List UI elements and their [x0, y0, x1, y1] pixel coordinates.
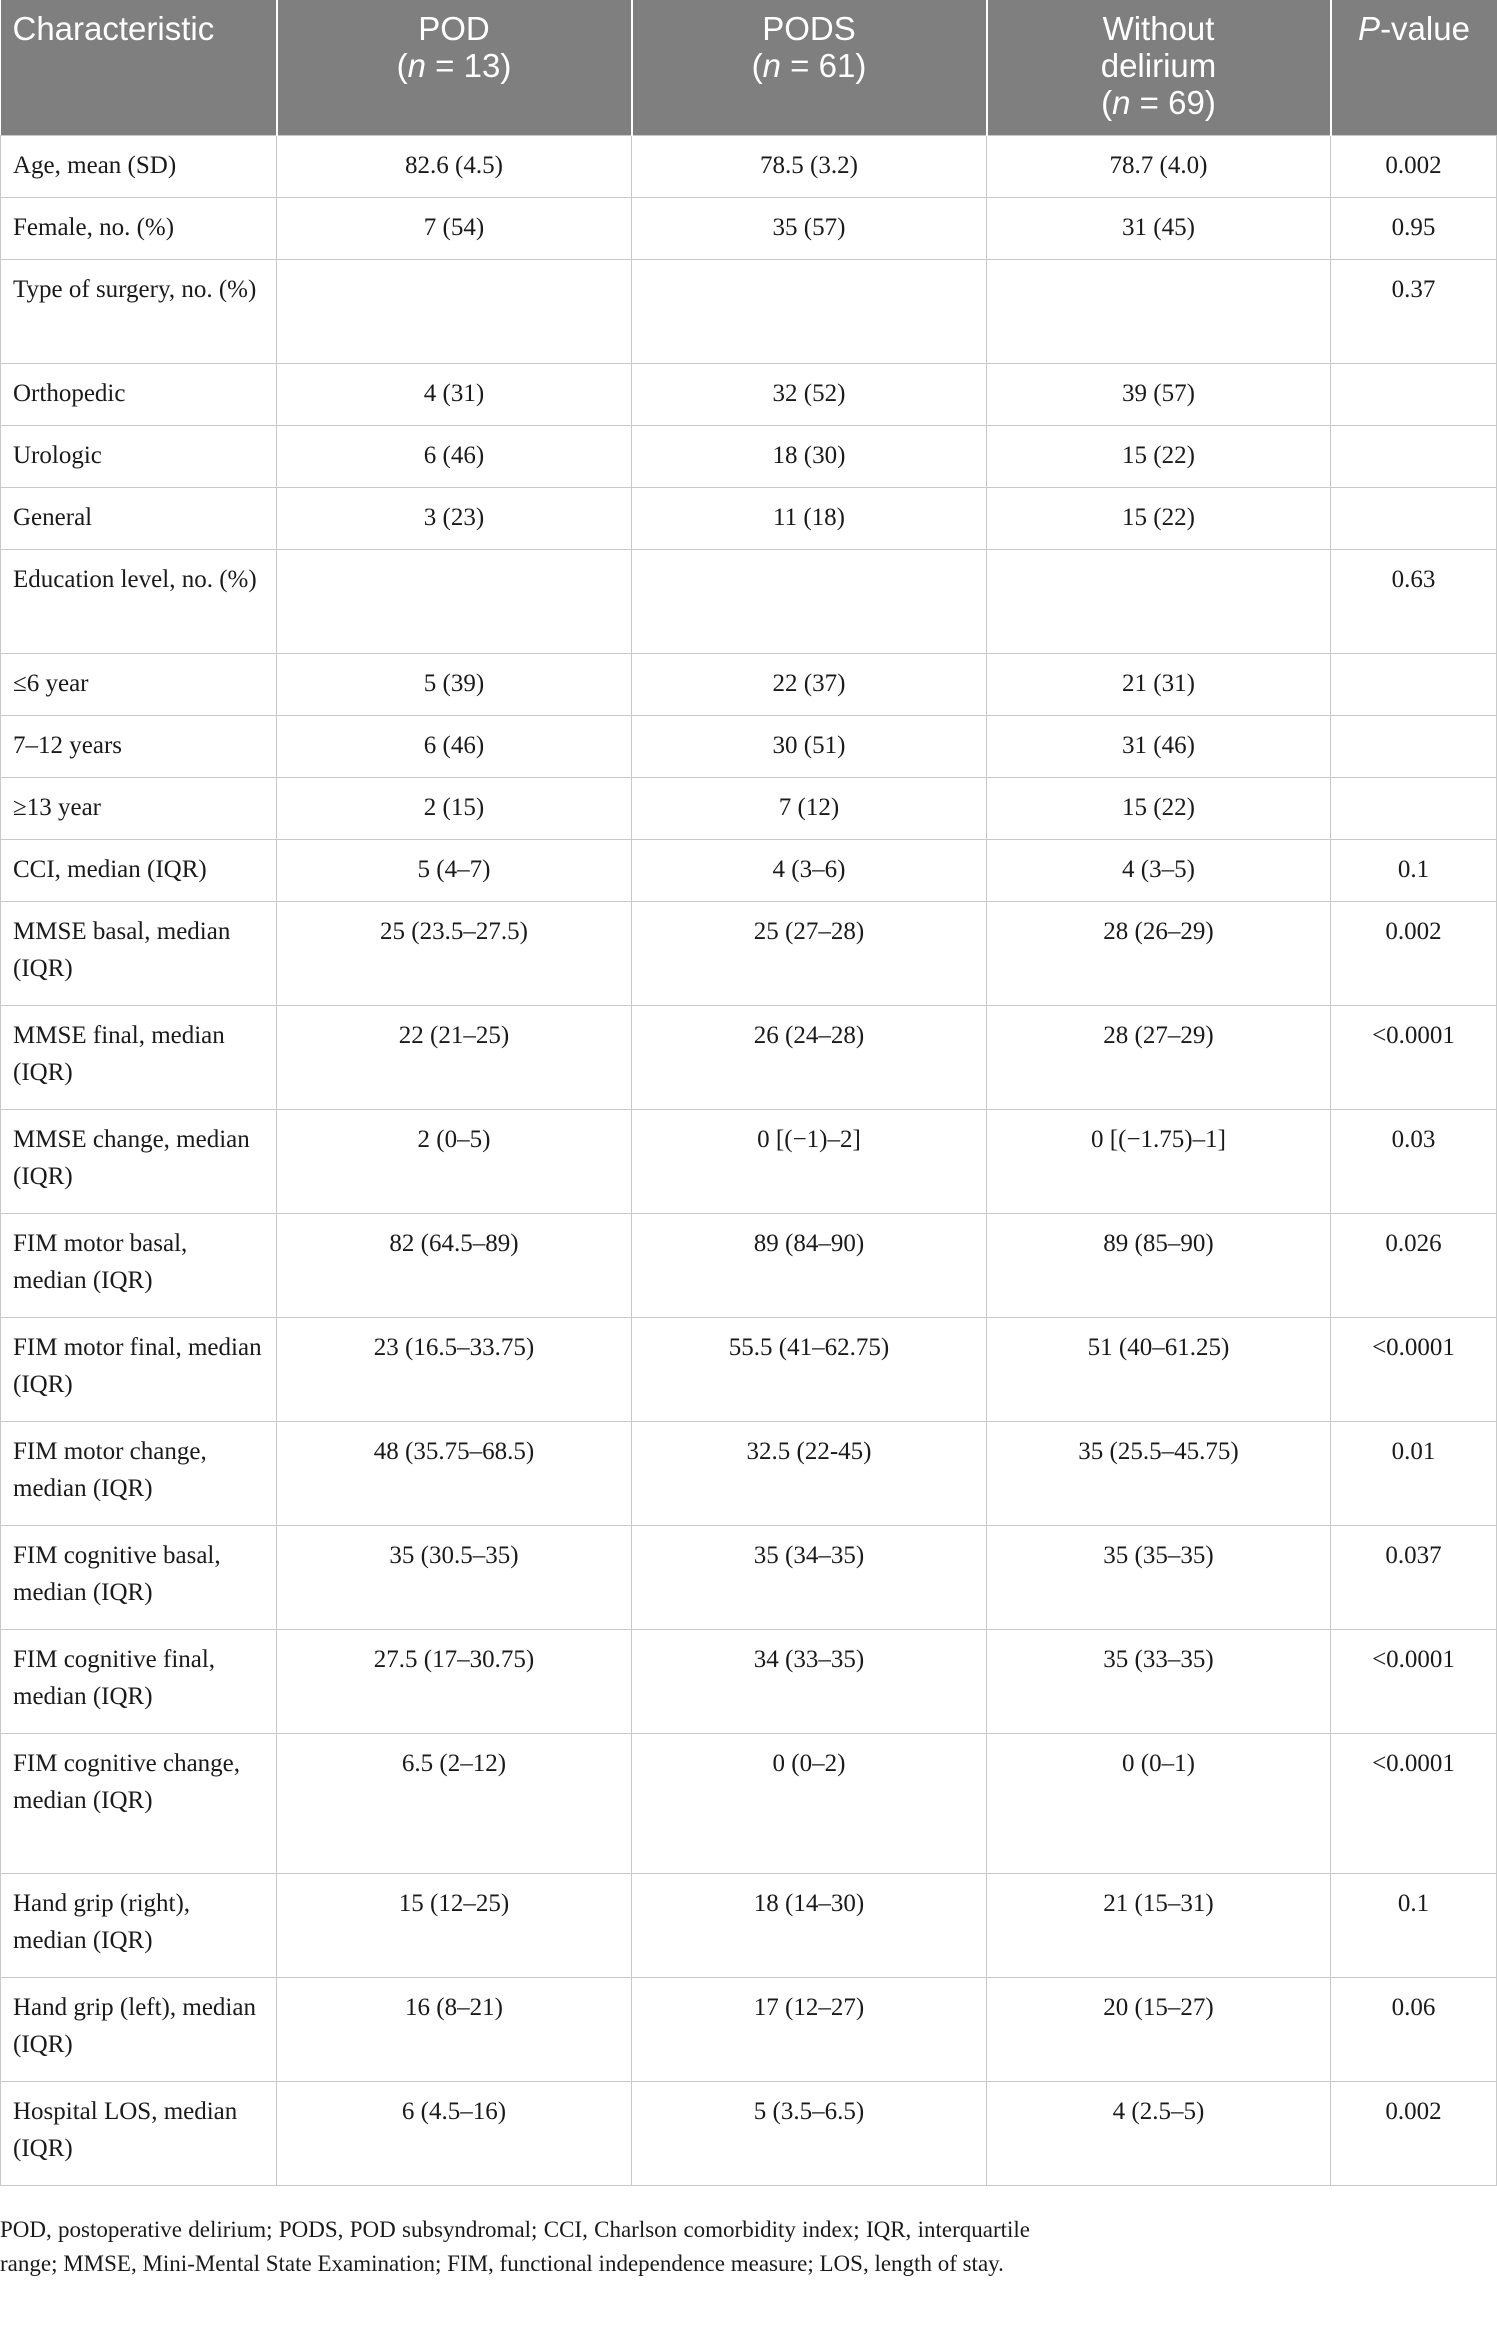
cell-pod: 3 (23)	[277, 488, 632, 550]
header-p-symbol: P	[1358, 10, 1381, 47]
table-row	[1, 364, 1497, 426]
header-pods: PODS (n = 61)	[632, 0, 987, 136]
header-characteristic	[1, 0, 277, 136]
table-row	[1, 1526, 1497, 1630]
cell-characteristic: FIM motor basal, median (IQR)	[1, 1214, 277, 1318]
cell-p-value	[1331, 364, 1497, 426]
table-row	[1, 902, 1497, 1006]
table-row	[1, 426, 1497, 488]
cell-pod: 6 (4.5–16)	[277, 2082, 632, 2186]
cell-pod: 4 (31)	[277, 364, 632, 426]
header-pods-label: PODS	[762, 10, 856, 47]
cell-p-value: 0.002	[1331, 902, 1497, 1006]
header-p-suffix: -value	[1380, 10, 1470, 47]
cell-without: 31 (46)	[987, 716, 1331, 778]
cell-characteristic: MMSE final, median (IQR)	[1, 1006, 277, 1110]
cell-pods: 7 (12)	[632, 778, 987, 840]
table-row	[1, 1110, 1497, 1214]
cell-pods: 25 (27–28)	[632, 902, 987, 1006]
cell-pod: 6.5 (2–12)	[277, 1734, 632, 1874]
header-pods-eq: =	[781, 47, 819, 84]
cell-pod: 2 (0–5)	[277, 1110, 632, 1214]
cell-pod: 5 (4–7)	[277, 840, 632, 902]
header-pods-n: 61	[818, 47, 856, 84]
cell-characteristic: 7–12 years	[1, 716, 277, 778]
cell-without: 4 (3–5)	[987, 840, 1331, 902]
cell-characteristic: FIM cognitive final, median (IQR)	[1, 1630, 277, 1734]
cell-pods: 35 (57)	[632, 198, 987, 260]
cell-characteristic: Urologic	[1, 426, 277, 488]
cell-pod: 6 (46)	[277, 426, 632, 488]
header-without-line2: delirium	[1100, 47, 1217, 84]
cell-without: 15 (22)	[987, 426, 1331, 488]
cell-characteristic: FIM cognitive basal, median (IQR)	[1, 1526, 277, 1630]
cell-characteristic: General	[1, 488, 277, 550]
cell-characteristic: CCI, median (IQR)	[1, 840, 277, 902]
table-row	[1, 260, 1497, 364]
cell-p-value	[1331, 654, 1497, 716]
cell-without: 21 (15–31)	[987, 1874, 1331, 1978]
cell-pod: 6 (46)	[277, 716, 632, 778]
cell-pods: 0 [(−1)–2]	[632, 1110, 987, 1214]
cell-pod: 5 (39)	[277, 654, 632, 716]
table-row	[1, 840, 1497, 902]
cell-p-value: <0.0001	[1331, 1318, 1497, 1422]
table-row	[1, 1006, 1497, 1110]
cell-without: 20 (15–27)	[987, 1978, 1331, 2082]
cell-pod	[277, 550, 632, 654]
cell-pods: 26 (24–28)	[632, 1006, 987, 1110]
cell-pods	[632, 550, 987, 654]
cell-pods: 11 (18)	[632, 488, 987, 550]
header-pod: POD (n = 13)	[277, 0, 632, 136]
header-without-delirium: Without delirium (n = 69)	[987, 0, 1331, 136]
table-footnote: POD, postoperative delirium; PODS, POD subsyndromal; CCI, Charlson comorbidity index; IQR, interquartile range; MMSE, Mini-Mental State Examination; FIM, functional independence measure; LOS, length of stay.	[0, 2217, 1030, 2276]
cell-pod: 16 (8–21)	[277, 1978, 632, 2082]
cell-pod: 2 (15)	[277, 778, 632, 840]
header-row	[1, 0, 1497, 136]
table-row	[1, 488, 1497, 550]
header-without-n-symbol: n	[1112, 84, 1131, 121]
cell-pods: 22 (37)	[632, 654, 987, 716]
header-without-line1: Without	[1102, 10, 1215, 47]
cell-p-value: 0.03	[1331, 1110, 1497, 1214]
table-body	[1, 136, 1497, 2186]
cell-pod: 27.5 (17–30.75)	[277, 1630, 632, 1734]
header-characteristic-label: Characteristic	[12, 10, 215, 47]
header-without-n: 69	[1168, 84, 1205, 121]
cell-p-value	[1331, 426, 1497, 488]
cell-pod: 48 (35.75–68.5)	[277, 1422, 632, 1526]
header-pods-n-symbol: n	[762, 47, 782, 84]
cell-without: 0 [(−1.75)–1]	[987, 1110, 1331, 1214]
table-row	[1, 1978, 1497, 2082]
cell-p-value: 0.37	[1331, 260, 1497, 364]
cell-characteristic: FIM cognitive change, median (IQR)	[1, 1734, 277, 1874]
cell-without: 89 (85–90)	[987, 1214, 1331, 1318]
cell-pods: 4 (3–6)	[632, 840, 987, 902]
cell-p-value: 0.63	[1331, 550, 1497, 654]
cell-characteristic: MMSE basal, median (IQR)	[1, 902, 277, 1006]
cell-characteristic: Type of surgery, no. (%)	[1, 260, 277, 364]
table-row	[1, 550, 1497, 654]
cell-characteristic: Female, no. (%)	[1, 198, 277, 260]
table-row	[1, 1422, 1497, 1526]
cell-characteristic: Hospital LOS, median (IQR)	[1, 2082, 277, 2186]
cell-without	[987, 260, 1331, 364]
cell-pods	[632, 260, 987, 364]
cell-pods: 78.5 (3.2)	[632, 136, 987, 198]
cell-pods: 55.5 (41–62.75)	[632, 1318, 987, 1422]
cell-pods: 32.5 (22-45)	[632, 1422, 987, 1526]
cell-pods: 30 (51)	[632, 716, 987, 778]
cell-p-value	[1331, 716, 1497, 778]
cell-without: 15 (22)	[987, 778, 1331, 840]
cell-characteristic: Orthopedic	[1, 364, 277, 426]
table-row	[1, 1874, 1497, 1978]
cell-without: 15 (22)	[987, 488, 1331, 550]
cell-characteristic: MMSE change, median (IQR)	[1, 1110, 277, 1214]
cell-characteristic: Education level, no. (%)	[1, 550, 277, 654]
header-pod-label: POD	[418, 10, 490, 47]
cell-pods: 34 (33–35)	[632, 1630, 987, 1734]
header-pod-eq: =	[426, 47, 464, 84]
cell-without: 31 (45)	[987, 198, 1331, 260]
cell-p-value: 0.06	[1331, 1978, 1497, 2082]
cell-p-value: 0.026	[1331, 1214, 1497, 1318]
table-row	[1, 654, 1497, 716]
cell-characteristic: ≥13 year	[1, 778, 277, 840]
cell-without: 21 (31)	[987, 654, 1331, 716]
cell-without	[987, 550, 1331, 654]
table-row	[1, 716, 1497, 778]
table-row	[1, 2082, 1497, 2186]
cell-without: 78.7 (4.0)	[987, 136, 1331, 198]
cell-p-value: 0.1	[1331, 1874, 1497, 1978]
table-row	[1, 1318, 1497, 1422]
cell-pod: 35 (30.5–35)	[277, 1526, 632, 1630]
cell-pods: 18 (30)	[632, 426, 987, 488]
cell-pod: 82.6 (4.5)	[277, 136, 632, 198]
cell-p-value: <0.0001	[1331, 1630, 1497, 1734]
cell-pods: 5 (3.5–6.5)	[632, 2082, 987, 2186]
cell-p-value: 0.01	[1331, 1422, 1497, 1526]
header-p-value	[1331, 0, 1497, 136]
cell-pod: 25 (23.5–27.5)	[277, 902, 632, 1006]
cell-p-value: 0.95	[1331, 198, 1497, 260]
cell-pods: 18 (14–30)	[632, 1874, 987, 1978]
cell-p-value: 0.1	[1331, 840, 1497, 902]
cell-without: 35 (35–35)	[987, 1526, 1331, 1630]
cell-pod	[277, 260, 632, 364]
cell-characteristic: ≤6 year	[1, 654, 277, 716]
cell-pod: 82 (64.5–89)	[277, 1214, 632, 1318]
cell-p-value: 0.037	[1331, 1526, 1497, 1630]
cell-pods: 89 (84–90)	[632, 1214, 987, 1318]
cell-pod: 7 (54)	[277, 198, 632, 260]
cell-p-value: 0.002	[1331, 2082, 1497, 2186]
cell-characteristic: Age, mean (SD)	[1, 136, 277, 198]
cell-characteristic: FIM motor change, median (IQR)	[1, 1422, 277, 1526]
cell-without: 35 (25.5–45.75)	[987, 1422, 1331, 1526]
cell-pods: 17 (12–27)	[632, 1978, 987, 2082]
cell-pods: 0 (0–2)	[632, 1734, 987, 1874]
cell-without: 51 (40–61.25)	[987, 1318, 1331, 1422]
cell-characteristic: Hand grip (right), median (IQR)	[1, 1874, 277, 1978]
header-pod-n-symbol: n	[407, 47, 427, 84]
cell-p-value	[1331, 778, 1497, 840]
cell-pod: 23 (16.5–33.75)	[277, 1318, 632, 1422]
header-without-eq: =	[1130, 84, 1169, 121]
table-row	[1, 1214, 1497, 1318]
table-row	[1, 1734, 1497, 1874]
cell-pod: 22 (21–25)	[277, 1006, 632, 1110]
cell-pod: 15 (12–25)	[277, 1874, 632, 1978]
header-pod-n: 13	[463, 47, 501, 84]
cell-pods: 32 (52)	[632, 364, 987, 426]
table-row	[1, 1630, 1497, 1734]
cell-characteristic: FIM motor final, median (IQR)	[1, 1318, 277, 1422]
table-row	[1, 778, 1497, 840]
cell-without: 4 (2.5–5)	[987, 2082, 1331, 2186]
cell-without: 0 (0–1)	[987, 1734, 1331, 1874]
cell-pods: 35 (34–35)	[632, 1526, 987, 1630]
table-row	[1, 136, 1497, 198]
cell-without: 35 (33–35)	[987, 1630, 1331, 1734]
cell-without: 28 (26–29)	[987, 902, 1331, 1006]
table-row	[1, 198, 1497, 260]
cell-p-value: <0.0001	[1331, 1734, 1497, 1874]
cell-p-value: <0.0001	[1331, 1006, 1497, 1110]
cell-p-value: 0.002	[1331, 136, 1497, 198]
cell-without: 39 (57)	[987, 364, 1331, 426]
table-header	[1, 0, 1497, 136]
cell-without: 28 (27–29)	[987, 1006, 1331, 1110]
cell-p-value	[1331, 488, 1497, 550]
cell-characteristic: Hand grip (left), median (IQR)	[1, 1978, 277, 2082]
